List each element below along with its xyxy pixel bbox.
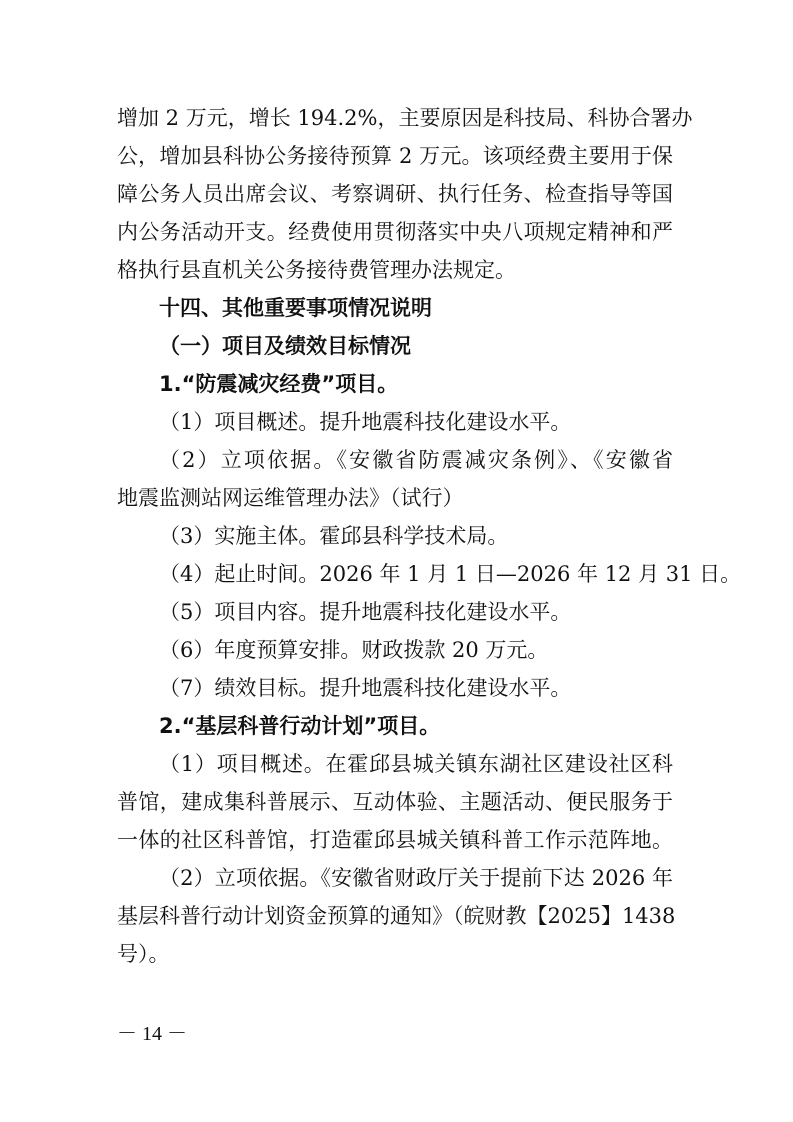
page-number: － 14 － [117,1023,187,1045]
paragraph-line: （1）项目概述。提升地震科技化建设水平。 [159,410,572,434]
paragraph-line: （7）绩效目标。提升地震科技化建设水平。 [159,676,572,700]
paragraph-line: （3）实施主体。霍邱县科学技术局。 [159,524,509,548]
paragraph-line: （5）项目内容。提升地震科技化建设水平。 [159,600,572,624]
paragraph-line: （2）立项依据。《安徽省防震减灾条例》、《安徽省 [159,448,673,472]
paragraph-line: 格执行县直机关公务接待费管理办法规定。 [117,258,516,282]
section-heading: 十四、其他重要事项情况说明 [159,296,432,320]
paragraph-line: （1）项目概述。在霍邱县城关镇东湖社区建设社区科 [159,752,673,776]
paragraph-line: 普馆，建成集科普展示、互动体验、主题活动、便民服务于 [117,790,673,814]
paragraph-line: （6）年度预算安排。财政拨款 20 万元。 [159,638,549,662]
paragraph-line: 基层科普行动计划资金预算的通知》（皖财教【2025】1438 [117,904,676,928]
item-heading: 1.“防震减灾经费”项目。 [159,372,399,396]
paragraph-line: 增加 2 万元，增长 194.2%，主要原因是科技局、科协合署办 [117,106,693,130]
paragraph-line: 地震监测站网运维管理办法》（试行） [117,486,464,510]
paragraph-line: （4）起止时间。2026 年 1 月 1 日—2026 年 12 月 31 日。 [159,562,742,586]
paragraph-line: （2）立项依据。《安徽省财政厅关于提前下达 2026 年 [159,866,673,890]
paragraph-line: 一体的社区科普馆，打造霍邱县城关镇科普工作示范阵地。 [117,828,673,852]
subsection-heading: （一）项目及绩效目标情况 [159,334,411,358]
paragraph-line: 障公务人员出席会议、考察调研、执行任务、检查指导等国 [117,182,673,206]
paragraph-line: 公，增加县科协公务接待预算 2 万元。该项经费主要用于保 [117,144,673,168]
item-heading: 2.“基层科普行动计划”项目。 [159,714,441,738]
paragraph-line: 号）。 [117,942,170,966]
paragraph-line: 内公务活动开支。经费使用贯彻落实中央八项规定精神和严 [117,220,673,244]
